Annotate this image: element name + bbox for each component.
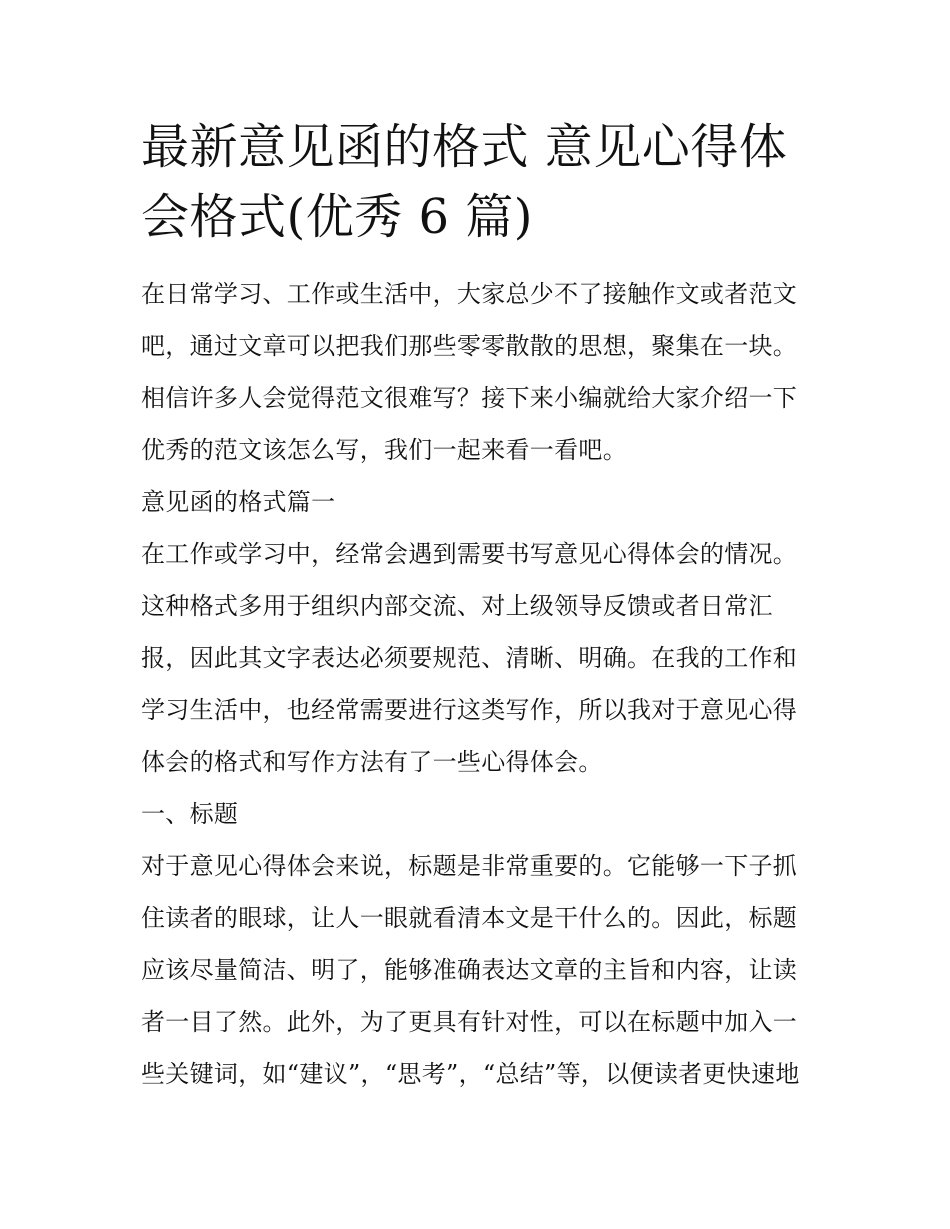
- title-paragraph-line-4: 者一目了然。此外，为了更具有针对性，可以在标题中加入一: [141, 1008, 798, 1036]
- section-heading-chapter-one: 意见函的格式篇一: [141, 488, 336, 516]
- intro-line-3: 相信许多人会觉得范文很难写？接下来小编就给大家介绍一下: [141, 384, 798, 412]
- title-paragraph-line-3: 应该尽量简洁、明了，能够准确表达文章的主旨和内容，让读: [141, 956, 798, 984]
- paragraph-line-4: 学习生活中，也经常需要进行这类写作，所以我对于意见心得: [141, 696, 798, 724]
- intro-line-2: 吧，通过文章可以把我们那些零零散散的思想，聚集在一块。: [141, 332, 798, 360]
- paragraph-line-5: 体会的格式和写作方法有了一些心得体会。: [141, 748, 603, 776]
- title-paragraph-line-5: 些关键词，如“建议”，“思考”，“总结”等，以便读者更快速地: [141, 1060, 800, 1088]
- document-content: [141, 112, 813, 1100]
- title-paragraph-line-1: 对于意见心得体会来说，标题是非常重要的。它能够一下子抓: [141, 852, 798, 880]
- intro-line-4: 优秀的范文该怎么写，我们一起来看一看吧。: [141, 436, 627, 464]
- intro-line-1: 在日常学习、工作或生活中，大家总少不了接触作文或者范文: [141, 280, 798, 308]
- document-title: [141, 112, 813, 252]
- title-line-2: 会格式(优秀 6 篇): [141, 189, 534, 245]
- title-line-1: 最新意见函的格式 意见心得体: [141, 119, 788, 175]
- paragraph-line-1: 在工作或学习中，经常会遇到需要书写意见心得体会的情况。: [141, 540, 798, 568]
- paragraph-line-2: 这种格式多用于组织内部交流、对上级领导反馈或者日常汇: [141, 592, 773, 620]
- section-heading-title: 一、标题: [141, 800, 239, 828]
- document-body: [141, 268, 813, 1100]
- title-paragraph-line-2: 住读者的眼球，让人一眼就看清本文是干什么的。因此，标题: [141, 904, 798, 932]
- paragraph-line-3: 报，因此其文字表达必须要规范、清晰、明确。在我的工作和: [141, 644, 798, 672]
